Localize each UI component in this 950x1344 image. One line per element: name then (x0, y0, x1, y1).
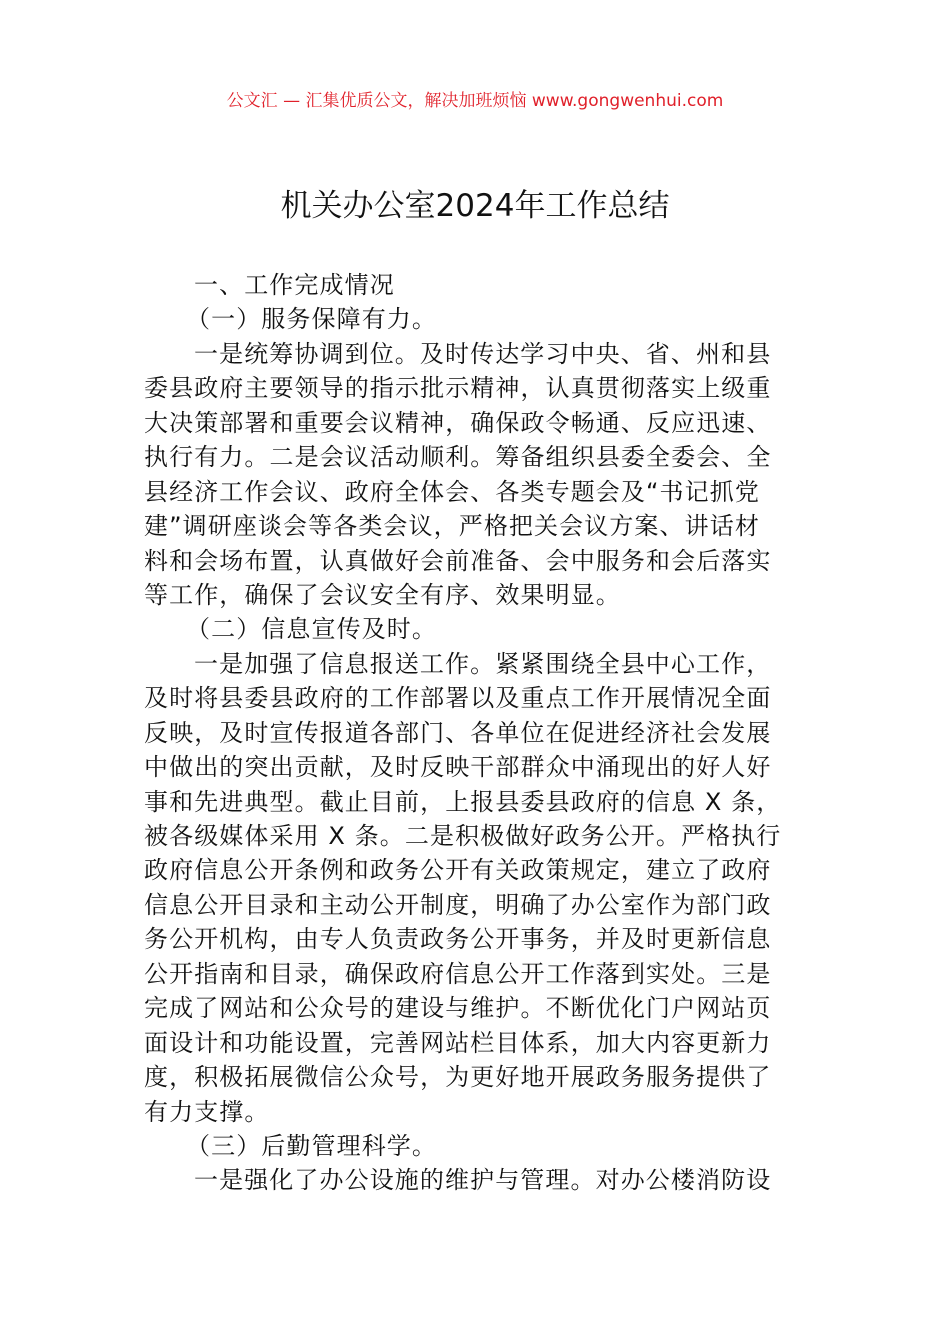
paragraph-line: 反映，及时宣传报道各部门、各单位在促进经济社会发展 (144, 718, 772, 747)
paragraph-line: 面设计和功能设置，完善网站栏目体系，加大内容更新力 (144, 1028, 772, 1057)
paragraph-line: 县经济工作会议、政府全体会、各类专题会及“书记抓党 (144, 477, 760, 506)
paragraph-line: 执行有力。二是会议活动顺利。筹备组织县委全委会、全 (144, 443, 772, 472)
paragraph-line: 一是强化了办公设施的维护与管理。对办公楼消防设 (194, 1166, 772, 1195)
paragraph-line: 被各级媒体采用 X 条。二是积极做好政务公开。严格执行 (144, 822, 782, 850)
document-body (144, 268, 824, 1198)
paragraph-line: 及时将县委县政府的工作部署以及重点工作开展情况全面 (144, 684, 772, 713)
section-heading: 一、工作完成情况 (194, 271, 395, 299)
paragraph-line: 料和会场布置，认真做好会前准备、会中服务和会后落实 (144, 546, 772, 575)
section-subheading: （一）服务保障有力。 (186, 305, 437, 334)
paragraph-line: 完成了网站和公众号的建设与维护。不断优化门户网站页 (144, 994, 772, 1023)
paragraph-line: 建”调研座谈会等各类会议，严格把关会议方案、讲话材 (144, 512, 760, 541)
paragraph-line: 一是统筹协调到位。及时传达学习中央、省、州和县 (194, 339, 772, 368)
document-title: 机关办公室2024年工作总结 (280, 188, 670, 224)
paragraph-line: 事和先进典型。截止目前，上报县委县政府的信息 X 条， (144, 787, 782, 816)
paragraph-line: 信息公开目录和主动公开制度，明确了办公室作为部门政 (144, 890, 772, 919)
section-subheading: （三）后勤管理科学。 (186, 1131, 437, 1160)
paragraph-line: 有力支撑。 (144, 1097, 270, 1126)
paragraph-line: 等工作，确保了会议安全有序、效果明显。 (144, 580, 621, 609)
section-subheading: （二）信息宣传及时。 (186, 615, 437, 644)
watermark-banner: 公文汇 — 汇集优质公文，解决加班烦恼 www.gongwenhui.com (226, 91, 724, 111)
paragraph-line: 一是加强了信息报送工作。紧紧围绕全县中心工作， (194, 649, 772, 678)
paragraph-line: 政府信息公开条例和政务公开有关政策规定，建立了政府 (144, 856, 772, 885)
paragraph-line: 中做出的突出贡献，及时反映干部群众中涌现出的好人好 (144, 753, 772, 782)
paragraph-line: 度，积极拓展微信公众号，为更好地开展政务服务提供了 (144, 1063, 772, 1092)
paragraph-line: 公开指南和目录，确保政府信息公开工作落到实处。三是 (144, 959, 772, 988)
paragraph-line: 大决策部署和重要会议精神，确保政令畅通、反应迅速、 (144, 408, 772, 437)
paragraph-line: 务公开机构，由专人负责政务公开事务，并及时更新信息 (144, 925, 772, 954)
paragraph-line: 委县政府主要领导的指示批示精神，认真贯彻落实上级重 (144, 374, 772, 403)
